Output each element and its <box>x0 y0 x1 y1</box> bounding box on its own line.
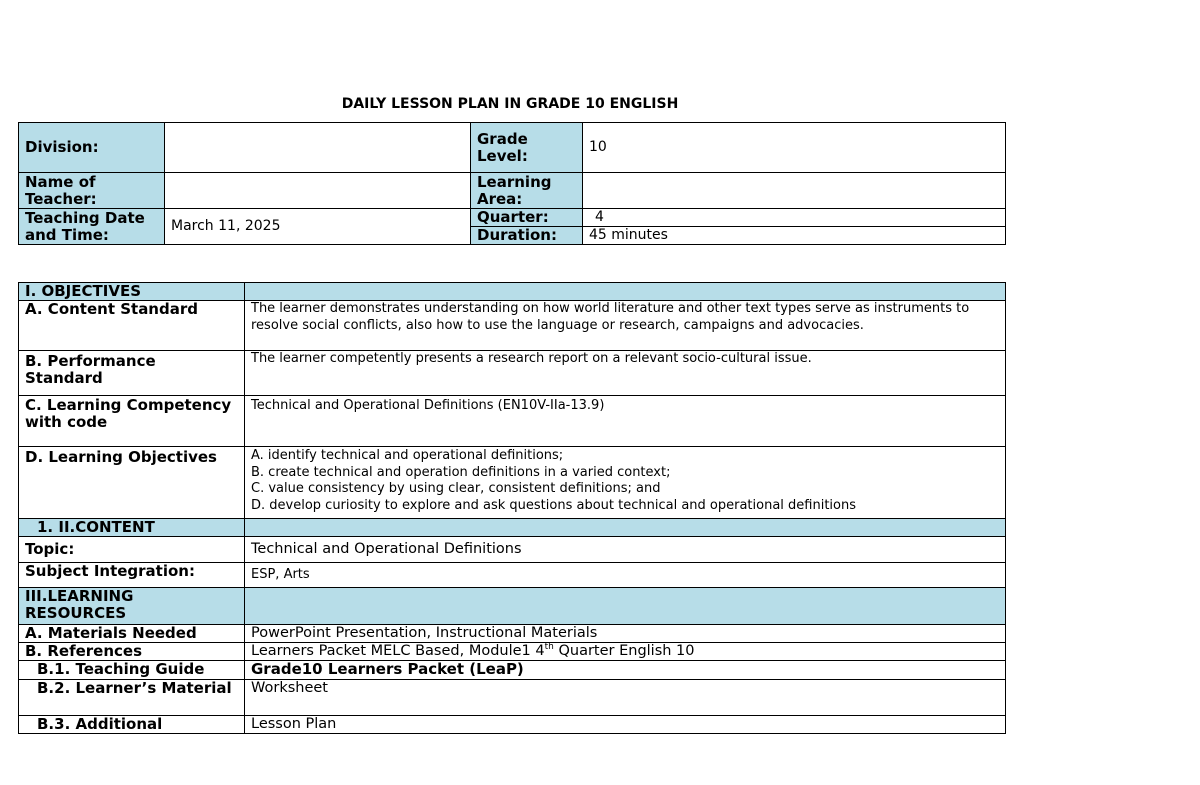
grade-level-label: Grade Level: <box>471 123 583 173</box>
topic-value: Technical and Operational Definitions <box>245 537 1006 563</box>
topic-label: Topic: <box>19 537 245 563</box>
duration-label: Duration: <box>471 227 583 245</box>
teaching-date-value: March 11, 2025 <box>165 209 471 245</box>
objective-item: D. develop curiosity to explore and ask questions about technical and operational definitions <box>251 497 856 513</box>
references-text: Learners Packet MELC Based, Module1 4 <box>251 643 545 659</box>
learning-objectives-label: D. Learning Objectives <box>19 447 245 519</box>
learning-resources-heading: III.LEARNING RESOURCES <box>19 588 245 625</box>
teacher-name-label: Name of Teacher: <box>19 173 165 209</box>
header-info-table <box>18 122 1006 245</box>
objective-item: B. create technical and operation definitions in a varied context; <box>251 464 671 480</box>
teaching-guide-value: Grade10 Learners Packet (LeaP) <box>245 661 1006 680</box>
content-standard-label: A. Content Standard <box>19 301 245 351</box>
content-heading: 1. II.CONTENT <box>19 519 245 537</box>
duration-value: 45 minutes <box>583 227 1006 245</box>
learning-area-label: Learning Area: <box>471 173 583 209</box>
additional-label: B.3. Additional <box>19 716 245 734</box>
references-label: B. References <box>19 643 245 661</box>
teaching-guide-label: B.1. Teaching Guide <box>19 661 245 680</box>
references-value <box>245 643 1006 661</box>
performance-standard-label: B. Performance Standard <box>19 351 245 396</box>
learning-objectives-list <box>245 447 1006 519</box>
materials-needed-label: A. Materials Needed <box>19 625 245 643</box>
content-standard-text: The learner demonstrates understanding on how world literature and other text types serve as instruments to resolve social conflicts, also how to use the language or research, campaigns and advocacies. <box>245 301 1006 351</box>
document-title: DAILY LESSON PLAN IN GRADE 10 ENGLISH <box>341 96 679 112</box>
references-text-end: Quarter English 10 <box>553 643 695 659</box>
additional-value: Lesson Plan <box>245 716 1006 734</box>
objectives-heading: I. OBJECTIVES <box>19 283 245 301</box>
objective-item: C. value consistency by using clear, consistent definitions; and <box>251 481 661 496</box>
quarter-value: 4 <box>583 209 1006 227</box>
teaching-date-label: Teaching Date and Time: <box>19 209 165 245</box>
learners-material-label <box>19 680 245 716</box>
learning-area-value <box>583 173 1006 209</box>
division-value <box>165 123 471 173</box>
performance-standard-text: The learner competently presents a research report on a relevant socio-cultural issue. <box>245 351 1006 396</box>
subject-integration-label: Subject Integration: <box>19 563 245 588</box>
teacher-name-value <box>165 173 471 209</box>
learning-competency-text: Technical and Operational Definitions (EN10V-IIa-13.9) <box>245 396 1006 447</box>
lesson-plan-table <box>18 282 1006 734</box>
materials-needed-value: PowerPoint Presentation, Instructional Materials <box>245 625 1006 643</box>
learners-material-text: B.2. Learner’s Material <box>37 679 232 697</box>
grade-level-value: 10 <box>583 123 1006 173</box>
subject-integration-value: ESP, Arts <box>245 563 1006 588</box>
learning-competency-label: C. Learning Competency with code <box>19 396 245 447</box>
objective-item: A. identify technical and operational definitions; <box>251 448 564 463</box>
division-label: Division: <box>19 123 165 173</box>
learners-material-value: Worksheet <box>245 680 1006 716</box>
references-superscript: th <box>544 642 554 653</box>
quarter-label: Quarter: <box>471 209 583 227</box>
